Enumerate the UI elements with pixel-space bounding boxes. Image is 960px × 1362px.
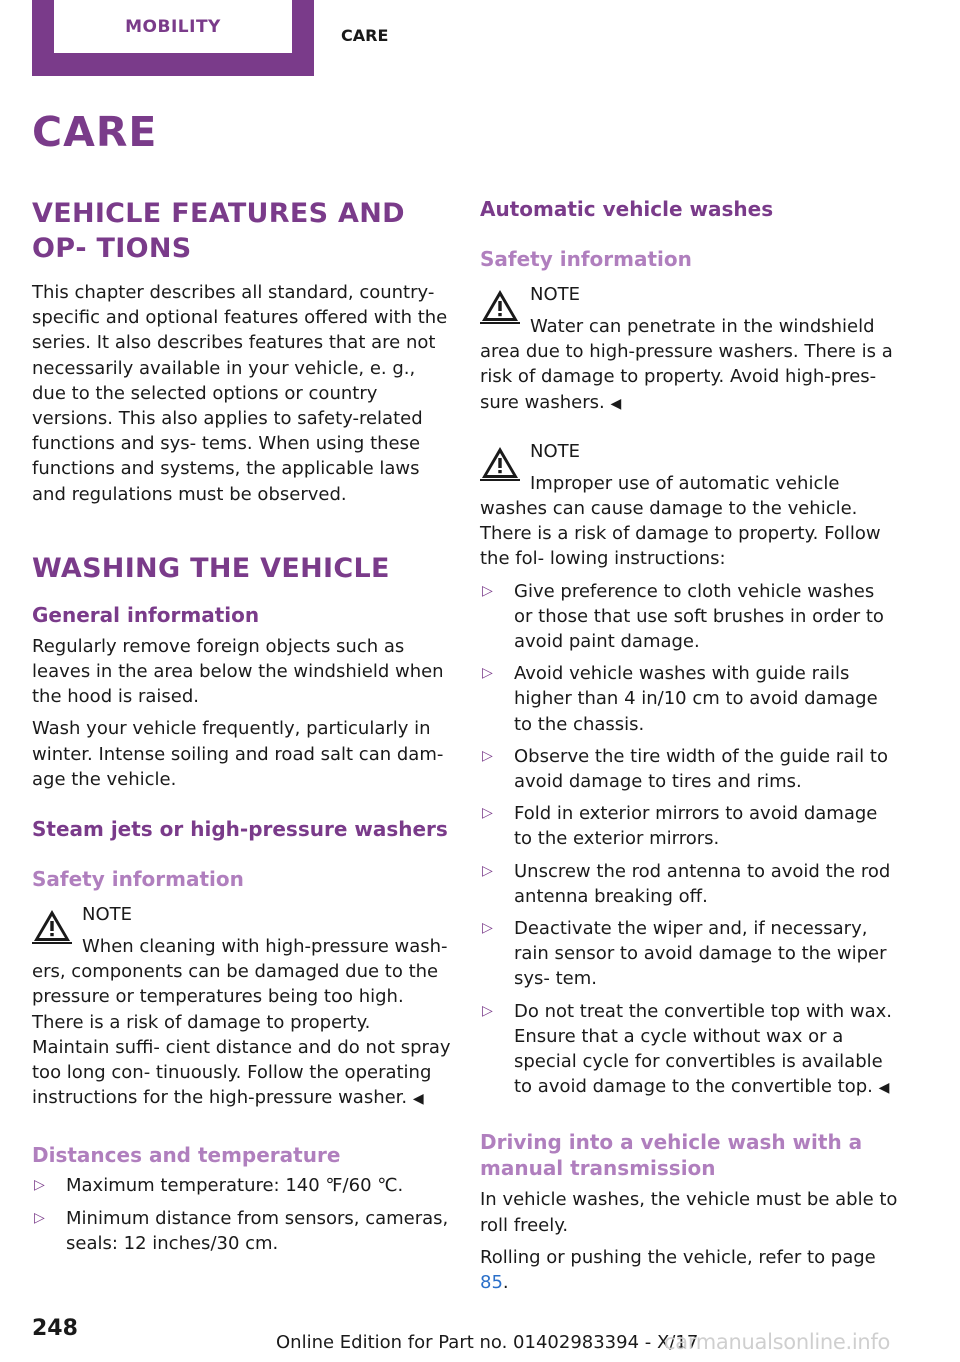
note-automatic-wash [480,439,898,572]
list-item [480,801,898,851]
note-text [480,314,898,417]
features-text: This chapter describes all standard, country-specific and optional features offered with the series. It also describes features that are not necessarily available in your vehicle, e. g., due to the selected options or country versions. This also applies to safety-related functions and sys‐ tems. When using these functions and systems, the applicable laws and regulations must be observed. [32,282,448,505]
bullet-icon: ▷ [482,862,493,879]
bullet-icon: ▷ [482,920,493,937]
end-mark: ◀ [610,395,622,412]
general-text-2: Wash your vehicle frequently, particularly in winter. Intense soiling and road salt can dam‐ age the vehicle. [32,718,444,790]
page-85-link[interactable]: 85 [480,1272,503,1294]
safety-heading-left: Safety information [32,867,244,892]
edition-footer: Online Edition for Part no. 01402983394 - X/17 [276,1332,699,1353]
note-text [32,934,452,1112]
manual-transmission-heading: Driving into a vehicle wash with a manual transmission [480,1130,863,1181]
note-high-pressure [32,902,452,1112]
note-text-body: Water can penetrate in the windshield area due to high-pressure washers. There is a risk of damage to property. Avoid high-pres‐ sure washers. [480,316,893,413]
header-section-label: CARE [341,26,389,45]
note-label: NOTE [530,284,581,305]
left-column [32,196,452,1256]
bullet-icon: ▷ [34,1177,45,1194]
rolling-text-body: Rolling or pushing the vehicle, refer to page [480,1246,876,1268]
note-label: NOTE [82,904,133,926]
note-text: Improper use of automatic vehicle washes can cause damage to the vehicle. There is a risk of damage to property. Follow the fol‐ lowing instructions: [480,472,881,570]
note-text-body: When cleaning with high-pressure wash‐ ers, components can be damaged due to the pressure or temperatures being too high. There is a risk of damage to property. Maintain suffi‐ cient distance and do not spray too long con‐ tinuously. Follow the operating instructions for the high-pressure washer. [32,936,451,1109]
list-item [480,579,898,655]
list-item-text: Maximum temperature: 140 ℉/60 ℃. [66,1175,404,1197]
list-item-text: Deactivate the wiper and, if necessary, rain sensor to avoid damage to the wiper sys‐ tem. [514,918,887,990]
instructions-list [480,579,898,1102]
list-item-text: Unscrew the rod antenna to avoid the rod antenna breaking off. [514,860,891,907]
safety-heading-right: Safety information [480,247,692,271]
list-item [32,1173,452,1198]
list-item [32,1206,452,1256]
bullet-icon: ▷ [482,747,493,764]
list-item [480,999,898,1102]
list-item-text: Fold in exterior mirrors to avoid damage to the exterior mirrors. [514,803,878,850]
bullet-icon: ▷ [482,665,493,682]
page-title: CARE [32,108,158,156]
steam-heading: Steam jets or high-pressure washers [32,817,448,842]
list-item-text: Give preference to cloth vehicle washes or those that use soft brushes in order to avoid paint damage. [514,580,884,653]
general-heading: General information [32,602,260,627]
page-number: 248 [32,1316,78,1341]
list-item [480,661,898,737]
list-item-text: Minimum distance from sensors, cameras, seals: 12 inches/30 cm. [66,1207,449,1254]
watermark: carmanualsonline.info [664,1330,891,1354]
distances-heading: Distances and temperature [32,1143,341,1168]
manual-text: In vehicle washes, the vehicle must be able to roll freely. [480,1189,898,1236]
header-tab-label: MOBILITY [54,0,292,53]
list-item-text: Do not treat the convertible top with wax. Ensure that a cycle without wax or a special cycle for convertibles is available to avoid damage to the convertible top. [514,1000,892,1098]
right-column [480,196,898,1295]
note-windshield [480,282,898,417]
general-text-1: Regularly remove foreign objects such as leaves in the area below the windshield when the hood is raised. [32,635,444,708]
end-mark: ◀ [412,1091,424,1108]
list-item [480,859,898,909]
warning-triangle-icon [480,445,520,481]
end-mark: ◀ [878,1080,890,1097]
note-label: NOTE [530,440,581,462]
bullet-icon: ▷ [34,1209,45,1226]
auto-wash-heading: Automatic vehicle washes [480,197,774,221]
distances-list [32,1173,452,1256]
list-item-text: Avoid vehicle washes with guide rails higher than 4 in/10 cm to avoid damage to the chassis. [514,663,878,735]
list-item-text: Observe the tire width of the guide rail to avoid damage to tires and rims. [514,745,888,793]
warning-triangle-icon [480,288,520,324]
bullet-icon: ▷ [482,1002,493,1019]
list-item [480,916,898,992]
warning-triangle-icon [32,908,72,944]
washing-heading: WASHING THE VEHICLE [32,552,390,584]
rolling-text [480,1245,898,1295]
header-tab [32,0,314,76]
features-heading: VEHICLE FEATURES AND OP‐ TIONS [32,198,405,264]
bullet-icon: ▷ [482,582,493,599]
bullet-icon: ▷ [482,805,493,822]
list-item [480,744,898,794]
rolling-text-end: . [502,1272,509,1294]
